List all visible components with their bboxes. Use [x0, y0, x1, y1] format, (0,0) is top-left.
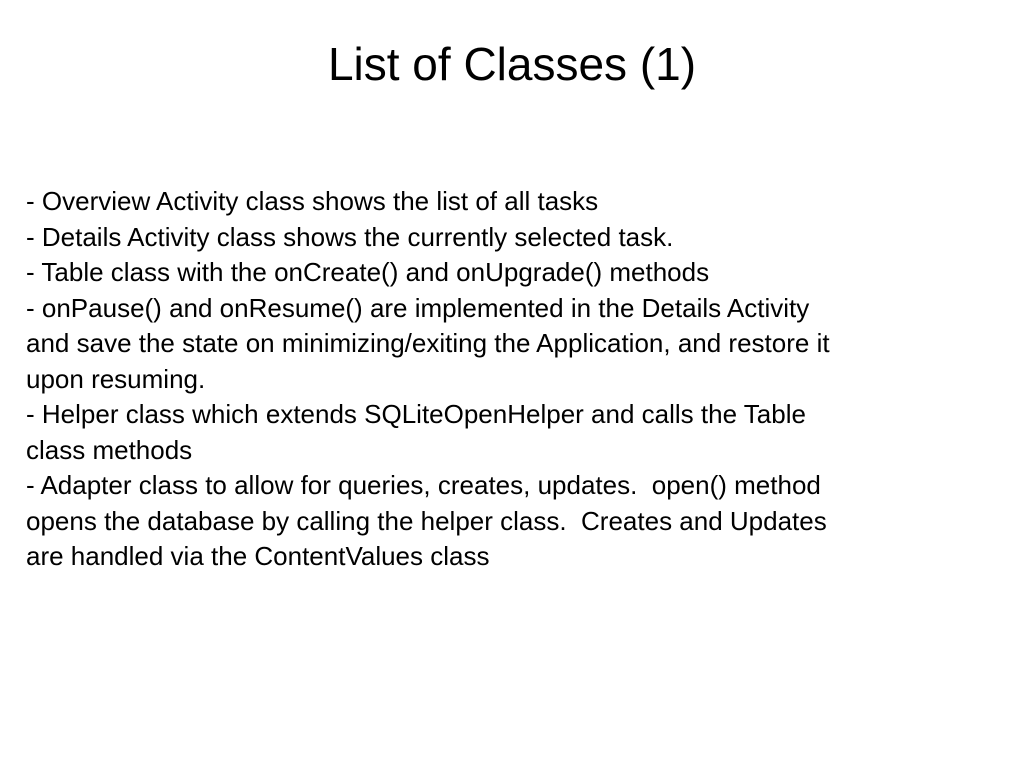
body-line: - Table class with the onCreate() and onUpgrade() methods	[26, 257, 710, 287]
body-line: opens the database by calling the helper class. Creates and Updates	[26, 505, 827, 536]
body-line: - Helper class which extends SQLiteOpenHelper and calls the Table	[26, 399, 806, 429]
body-line: - onPause() and onResume() are implemented in the Details Activity	[26, 292, 810, 323]
body-line: and save the state on minimizing/exiting the Application, and restore it	[26, 328, 830, 358]
body-line: - Overview Activity class shows the list of all tasks	[26, 186, 599, 216]
body-line: - Details Activity class shows the currently selected task.	[26, 221, 674, 252]
body-line: class methods	[26, 434, 193, 465]
slide-body	[26, 184, 1006, 575]
slide-title: List of Classes (1)	[327, 38, 697, 90]
body-line: are handled via the ContentValues class	[26, 541, 490, 571]
body-line: - Adapter class to allow for queries, creates, updates. open() method	[26, 470, 821, 500]
body-line: upon resuming.	[26, 363, 206, 394]
